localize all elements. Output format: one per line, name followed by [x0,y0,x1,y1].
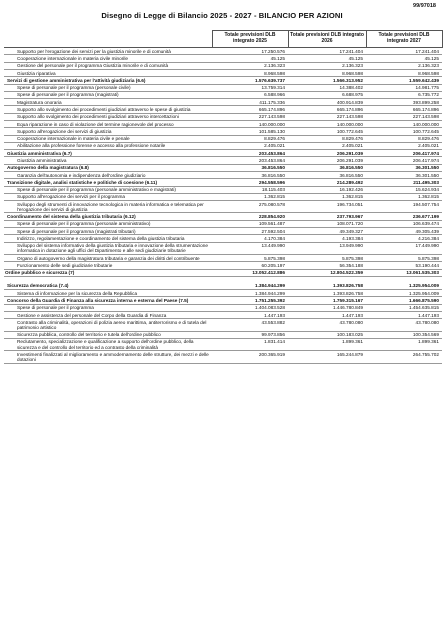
row-label: Investimenti finalizzati al miglioramento e ammodernamento delle strutture, dei mezzi e delle dotazioni [4,351,212,363]
table-row [4,311,442,318]
row-value-2027: 100.354.569 [366,331,442,338]
table-row [4,91,442,98]
table-row [4,99,442,106]
row-value-2026: 17.241.404 [288,48,366,55]
header-2026: Totale previsioni DLB integrato 2026 [288,31,366,48]
table-row [4,254,442,261]
budget-table [4,30,443,364]
row-value-2027: 100.772.645 [366,128,442,135]
row-value-2025: 1.384.944.299 [212,283,288,290]
table-row [4,262,442,269]
row-label: Garanzia dell'autonomia e indipendenza dell'ordine giudiziario [4,171,212,178]
row-label: Reclutamento, specializzazione e qualificazione a supporto dell'ordine pubblico, della sicurezza e del controllo del territorio ed a contrasto della criminalità [4,338,212,350]
document-title: Disegno di Legge di Bilancio 2025 - 2027 - BILANCIO PER AZIONI [101,11,343,20]
row-value-2025: 203.453.864 [212,150,288,157]
row-value-2025: 1.362.815 [212,193,288,200]
row-label: Sicurezza pubblica, controllo del territorio e tutela dell'ordine pubblico [4,331,212,338]
row-value-2026: 43.780.080 [288,319,366,331]
row-value-2025: 200.365.919 [212,351,288,363]
row-label: Gestione del personale per il programma Giustizia minorile e di comunità [4,62,212,69]
table-row [4,48,442,55]
row-label: Autogoverno della magistratura (6.8) [4,164,212,171]
table-row [4,331,442,338]
page-number: 99/97018 [413,3,436,9]
row-label: Sistema di informazione per la sicurezza della Repubblica [4,290,212,297]
table-row [4,128,442,135]
table-row [4,186,442,193]
table-row [4,106,442,113]
row-value-2025: 17.250.576 [212,48,288,55]
row-value-2027: 15.624.934 [366,186,442,193]
table-row [4,193,442,200]
row-value-2025: 294.558.596 [212,179,288,186]
row-label: Supporto per l'erogazione dei servizi per la giustizia minorile e di comunità [4,48,212,55]
row-value-2027: 665.174.896 [366,106,442,113]
row-value-2025: 227.143.598 [212,113,288,120]
row-value-2025: 109.561.487 [212,220,288,227]
row-value-2026: 2.405.021 [288,142,366,149]
row-value-2026: 5.875.398 [288,254,366,261]
row-value-2025: 1.404.083.528 [212,304,288,311]
row-value-2027: 140.000.000 [366,121,442,128]
table-row [4,283,442,290]
row-value-2027: 2.405.021 [366,142,442,149]
row-label: Sicurezza democratica (7.4) [4,283,212,290]
row-value-2026: 6.688.975 [288,91,366,98]
row-value-2025: 13.052.412.886 [212,269,288,276]
row-value-2027: 227.143.598 [366,113,442,120]
row-value-2025: 43.553.882 [212,319,288,331]
row-value-2027: 393.899.258 [366,99,442,106]
row-value-2025: 101.585.130 [212,128,288,135]
row-value-2025: 45.125 [212,55,288,62]
row-value-2027: 17.241.404 [366,48,442,55]
table-row [4,201,442,213]
table-row [4,319,442,331]
row-value-2026: 100.183.025 [288,331,366,338]
row-label: Cooperazione internazionale in materia civile e penale [4,135,212,142]
row-label: Transizione digitale, analisi statistiche e politiche di coesione (6.11) [4,179,212,186]
table-row [4,235,442,242]
row-value-2025: 1.576.639.737 [212,77,288,84]
row-value-2026: 8.968.598 [288,70,366,77]
table-row [4,150,442,157]
row-value-2027: 1.559.642.439 [366,77,442,84]
row-label: Indirizzo, regolamentazione e coordinamento del sistema della giustizia tributaria [4,235,212,242]
row-value-2027: 1.362.815 [366,193,442,200]
row-value-2026: 1.393.826.758 [288,283,366,290]
row-value-2025: 228.854.920 [212,213,288,220]
row-value-2026: 227.143.598 [288,113,366,120]
table-row [4,55,442,62]
row-value-2026: 214.289.492 [288,179,366,186]
row-value-2026: 36.816.550 [288,171,366,178]
row-label: Gestione e assistenza del personale del Corpo della Guardia di Finanza [4,311,212,318]
row-value-2027: 206.417.974 [366,150,442,157]
row-value-2026: 1.447.193 [288,311,366,318]
row-value-2025: 13.759.314 [212,84,288,91]
row-label: Spese di personale per il programma (magistrati tributari) [4,228,212,235]
row-value-2026: 140.000.000 [288,121,366,128]
row-label: Supporto all'erogazione dei servizi di giustizia [4,128,212,135]
table-row [4,304,442,311]
header-blank-cell [4,31,212,48]
row-label: Funzionamento delle sedi giudiziarie tributarie [4,262,212,269]
table-row [4,338,442,350]
row-label: Cooperazione internazionale in materia civile minorile [4,55,212,62]
row-value-2025: 203.453.864 [212,157,288,164]
row-value-2027: 5.875.398 [366,254,442,261]
row-value-2027: 17.449.990 [366,242,442,254]
row-value-2027: 1.325.954.009 [366,283,442,290]
table-row [4,269,442,276]
row-value-2025: 4.170.384 [212,235,288,242]
row-value-2026: 1.362.815 [288,193,366,200]
table-row [4,62,442,69]
row-value-2026: 13.949.990 [288,242,366,254]
row-value-2027: 206.417.974 [366,157,442,164]
table-row [4,135,442,142]
row-value-2026: 165.244.879 [288,351,366,363]
row-value-2027: 45.125 [366,55,442,62]
table-row [4,164,442,171]
row-value-2027: 43.780.080 [366,319,442,331]
row-label: Spese di personale per il programma (personale civile) [4,84,212,91]
row-label: Ordine pubblico e sicurezza (7) [4,269,212,276]
row-value-2027: 14.981.775 [366,84,442,91]
table-row [4,70,442,77]
row-value-2026: 49.349.327 [288,228,366,235]
row-label: Sviluppo del sistema informativo della giustizia tributaria e innovazione della strumentazione informatica in dotazione agli uffici del Dipartimento e alle sedi giudiziarie tributarie [4,242,212,254]
row-label: Equa riparazione in caso di violazione del termine ragionevole del processo [4,121,212,128]
row-value-2027: 13.061.535.303 [366,269,442,276]
row-value-2025: 2.136.323 [212,62,288,69]
table-row [4,142,442,149]
table-body [4,48,442,363]
header-2027: Totale previsioni DLB integrato 2027 [366,31,442,48]
row-value-2027: 8.829.476 [366,135,442,142]
row-value-2025: 6.588.966 [212,91,288,98]
row-value-2027: 1.666.875.590 [366,297,442,304]
row-value-2026: 1.566.313.952 [288,77,366,84]
row-value-2025: 1.831.414 [212,338,288,350]
row-value-2025: 665.174.896 [212,106,288,113]
row-label: Giustizia riparativa [4,70,212,77]
row-value-2026: 36.816.550 [288,164,366,171]
row-value-2027: 264.755.702 [366,351,442,363]
row-value-2025: 1.751.255.392 [212,297,288,304]
row-value-2027: 8.968.598 [366,70,442,77]
row-value-2027: 211.495.303 [366,179,442,186]
row-label: Magistratura onoraria [4,99,212,106]
table-row [4,297,442,304]
row-value-2027: 1.454.635.815 [366,304,442,311]
row-label: Organo di autogoverno della magistratura tributaria e garanzia dei diritti del contribuente [4,254,212,261]
row-value-2026: 1.446.780.849 [288,304,366,311]
table-row [4,157,442,164]
table-row [4,113,442,120]
row-value-2026: 45.125 [288,55,366,62]
row-value-2026: 1.759.315.167 [288,297,366,304]
row-value-2027: 1.899.361 [366,338,442,350]
row-value-2027: 36.301.550 [366,164,442,171]
row-label: Supporto allo svolgimento dei procedimenti giudiziari attraverso le spese di giustizia [4,106,212,113]
row-value-2025: 2.405.021 [212,142,288,149]
row-value-2025: 36.816.550 [212,171,288,178]
row-value-2027: 2.136.323 [366,62,442,69]
row-value-2026: 4.193.384 [288,235,366,242]
row-label: Sviluppo degli strumenti di innovazione tecnologica in materia informatica e telematica per l'erogazione dei servizi di giustizia [4,201,212,213]
table-row [4,213,442,220]
row-label: Giustizia amministrativa (6.7) [4,150,212,157]
row-value-2025: 5.875.398 [212,254,288,261]
row-label: Spese di personale per il programma (personale amministrativo) [4,220,212,227]
row-label: Supporto allo svolgimento dei procedimenti giudiziari attraverso intercettazioni [4,113,212,120]
row-value-2026: 206.291.039 [288,150,366,157]
row-label: Supporto all'erogazione dei servizi per il programma [4,193,212,200]
row-value-2026: 108.071.720 [288,220,366,227]
table-row [4,228,442,235]
row-value-2025: 1.384.944.299 [212,290,288,297]
row-value-2026: 8.829.476 [288,135,366,142]
row-label: Servizi di gestione amministrativa per l'attività giudiziaria (6.6) [4,77,212,84]
table-row [4,179,442,186]
row-label: Spese di personale per il programma (personale amministrativo e magistrati) [4,186,212,193]
row-value-2026: 237.793.967 [288,213,366,220]
row-value-2027: 49.305.439 [366,228,442,235]
row-value-2026: 1.393.826.758 [288,290,366,297]
row-label: Abilitazione alla professione forense e accesso alla professione notarile [4,142,212,149]
row-value-2026: 665.174.896 [288,106,366,113]
table-row [4,242,442,254]
row-value-2027: 6.735.772 [366,91,442,98]
row-label: Coordinamento del sistema della giustizia tributaria (6.12) [4,213,212,220]
header-2025: Totale previsioni DLB integrato 2025 [212,31,288,48]
table-row [4,220,442,227]
table-row [4,77,442,84]
table-row [4,84,442,91]
row-value-2025: 1.447.193 [212,311,288,318]
row-label: Spese di personale per il programma (magistrati) [4,91,212,98]
row-value-2025: 18.115.403 [212,186,288,193]
row-value-2025: 99.973.856 [212,331,288,338]
table-row [4,290,442,297]
row-value-2027: 36.301.550 [366,171,442,178]
row-value-2025: 275.080.578 [212,201,288,213]
row-label: Contrasto alla criminalità, operazioni di polizia aereo marittima, antiterrorismo e di tutela del patrimonio artistico [4,319,212,331]
row-value-2025: 8.829.476 [212,135,288,142]
row-value-2025: 36.816.550 [212,164,288,171]
row-value-2027: 1.325.954.009 [366,290,442,297]
row-value-2026: 14.388.402 [288,84,366,91]
row-value-2026: 100.772.645 [288,128,366,135]
table-row [4,351,442,363]
row-value-2026: 2.136.323 [288,62,366,69]
table-header-row [4,31,442,48]
row-value-2025: 13.449.990 [212,242,288,254]
row-value-2026: 400.914.839 [288,99,366,106]
row-value-2025: 8.968.598 [212,70,288,77]
row-value-2027: 194.507.754 [366,201,442,213]
row-label: Giustizia amministrativa [4,157,212,164]
row-value-2027: 53.190.444 [366,262,442,269]
row-value-2026: 56.354.188 [288,262,366,269]
row-value-2026: 16.192.426 [288,186,366,193]
row-value-2027: 4.216.384 [366,235,442,242]
row-value-2026: 206.291.039 [288,157,366,164]
row-value-2025: 140.000.000 [212,121,288,128]
row-value-2026: 196.734.051 [288,201,366,213]
row-value-2026: 1.899.361 [288,338,366,350]
row-label: Concorso della Guardia di Finanza alla sicurezza interna e esterna del Paese (7.5) [4,297,212,304]
table-row [4,121,442,128]
row-value-2025: 411.175.336 [212,99,288,106]
row-label: Spese di personale per il programma [4,304,212,311]
row-value-2025: 27.592.504 [212,228,288,235]
row-value-2027: 1.447.193 [366,311,442,318]
row-value-2027: 106.639.474 [366,220,442,227]
table-row [4,171,442,178]
row-value-2026: 12.804.522.359 [288,269,366,276]
row-value-2027: 236.677.199 [366,213,442,220]
row-value-2025: 60.205.197 [212,262,288,269]
